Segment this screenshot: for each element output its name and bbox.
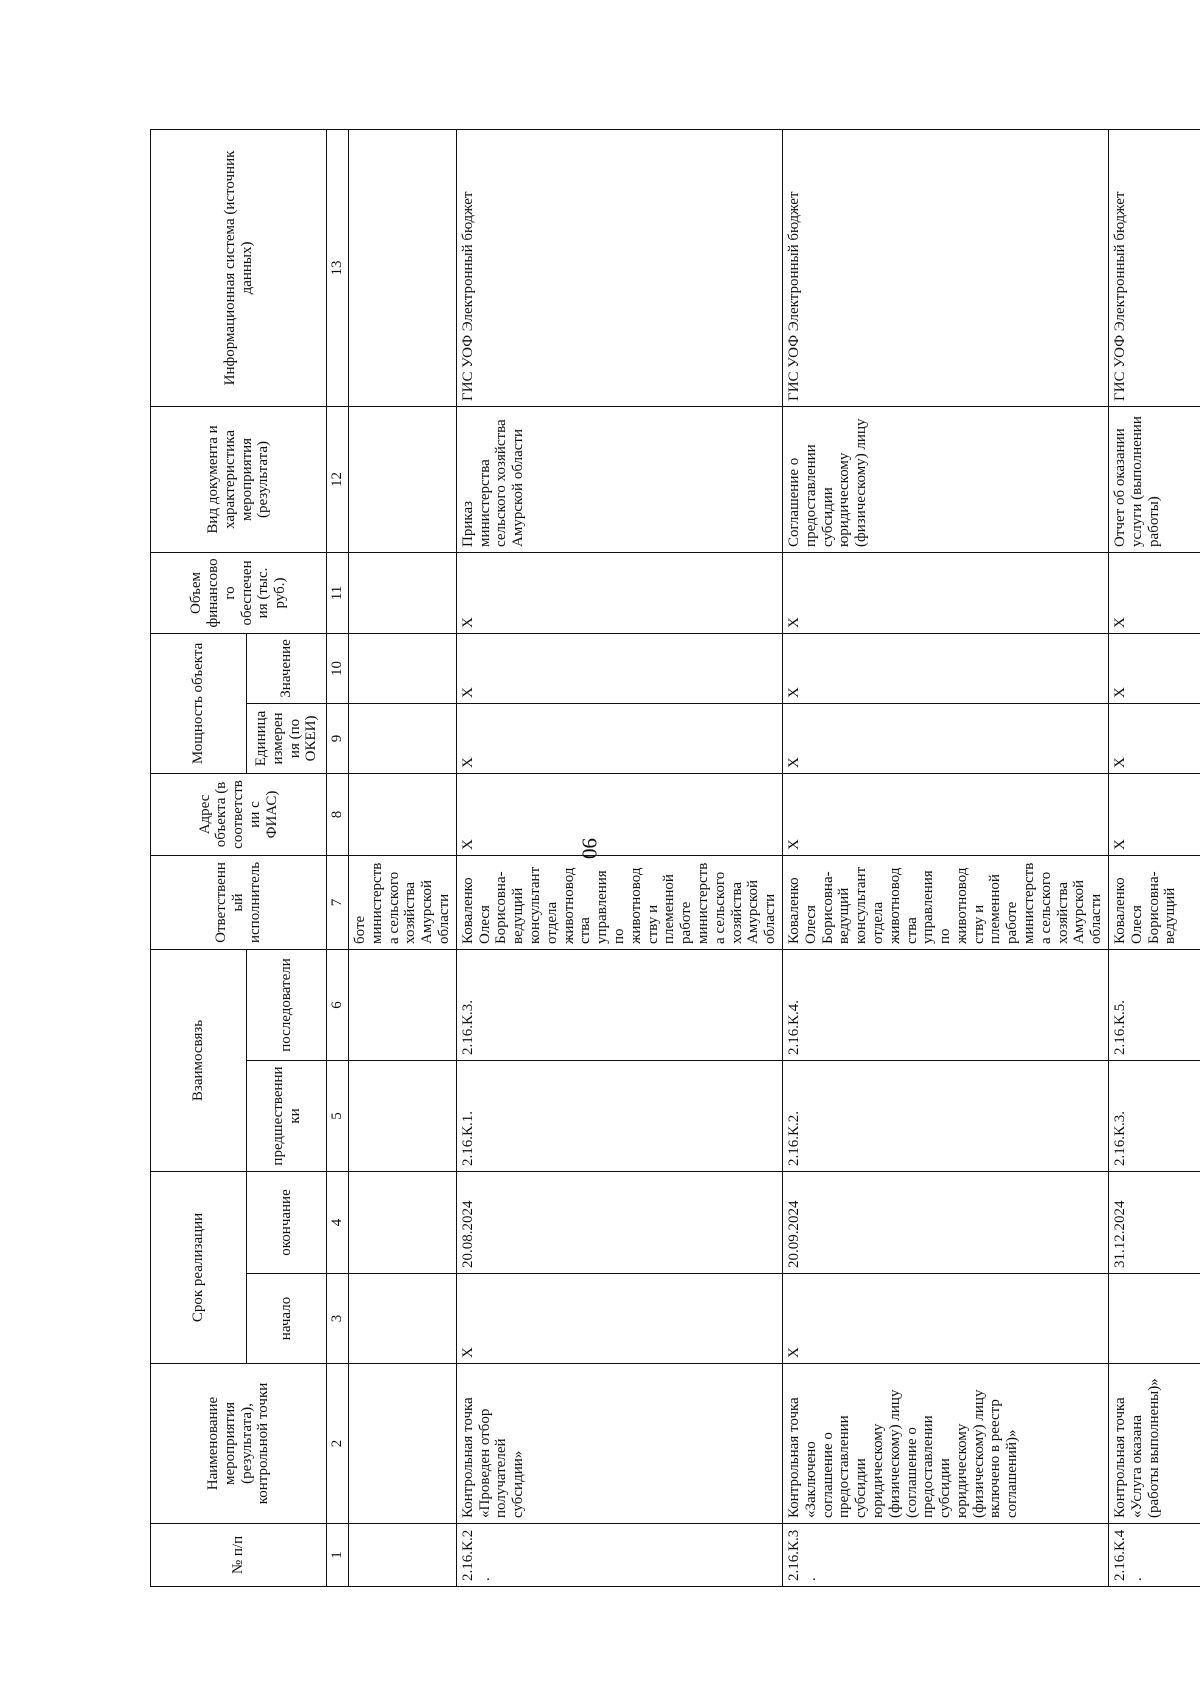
table-row [782,129,1108,1586]
table-cell [349,773,457,855]
header-finance: Объем финансового обеспечения (тыс. руб.) [151,552,327,633]
page-number: 90 [577,838,602,859]
unit-cell: X [1109,703,1200,773]
column-number: 8 [327,773,349,855]
predecessor-cell: 2.16.К.3. [1109,1060,1200,1171]
column-number: 6 [327,949,349,1060]
column-number: 2 [327,1364,349,1524]
value-cell: X [456,633,782,703]
table-cell [349,129,457,406]
column-number: 11 [327,552,349,633]
header-unit: Единица измерения (по ОКЕИ) [247,703,327,773]
info-system-cell: ГИС УОФ Электронный бюджет [782,129,1108,406]
unit-cell: X [782,703,1108,773]
continuation-row [349,129,457,1586]
responsible-cell: Коваленко Олеся Борисовна- ведущий консультант отдела животноводства управления по животноводству и племенной работе министерства сельского хозяйства Амурской области [782,855,1108,949]
plan-table [150,129,1200,1587]
responsible-cell: боте министерства сельского хозяйства Амурской области [349,855,457,949]
header-start: начало [247,1274,327,1364]
info-system-cell: ГИС УОФ Электронный бюджет [456,129,782,406]
table-cell [349,633,457,703]
predecessor-cell: 2.16.К.1. [456,1060,782,1171]
header-period: Срок реализации [151,1171,247,1363]
table-cell [349,1060,457,1171]
column-number: 13 [327,129,349,406]
start-cell: X [782,1274,1108,1364]
successor-cell: 2.16.К.5. [1109,949,1200,1060]
column-number-row [327,129,349,1586]
column-number: 10 [327,633,349,703]
row-number-cell: 2.16.К.4. [1109,1524,1200,1587]
column-number: 9 [327,703,349,773]
rotated-table-container [150,130,1179,1587]
name-cell: Контрольная точка «Заключено соглашение о предоставлении субсидии юридическому (физическому) лицу (соглашение о предоставлении субсидии юридическому (физическому) лицу включено в реестр соглашений)» [782,1364,1108,1524]
name-cell: Контрольная точка «Услуга оказана (работы выполнены)» [1109,1364,1200,1524]
end-cell: 20.09.2024 [782,1171,1108,1273]
document-cell: Соглашение о предоставлении субсидии юридическому (физическому) лицу [782,406,1108,552]
header-value: Значение [247,633,327,703]
column-number: 3 [327,1274,349,1364]
table-row [456,129,782,1586]
table-cell [349,406,457,552]
row-number-cell: 2.16.К.2. [456,1524,782,1587]
header-address: Адрес объекта (в соответствии с ФИАС) [151,773,327,855]
responsible-cell: Коваленко Олеся Борисовна- ведущий консультант отдела животноводства управления по животноводству и племенной работе министерства сельского хозяйства Амурской области [456,855,782,949]
predecessor-cell: 2.16.К.2. [782,1060,1108,1171]
name-cell: Контрольная точка «Проведен отбор получателей субсидии» [456,1364,782,1524]
header-predecessors: предшественники [247,1060,327,1171]
column-number: 4 [327,1171,349,1273]
table-cell [349,1364,457,1524]
unit-cell: X [456,703,782,773]
column-number: 1 [327,1524,349,1587]
value-cell: X [782,633,1108,703]
document-cell: Отчет об оказании услуги (выполнении работы) [1109,406,1200,552]
successor-cell: 2.16.К.3. [456,949,782,1060]
value-cell: X [1109,633,1200,703]
header-end: окончание [247,1171,327,1273]
row-number-cell: 2.16.К.3. [782,1524,1108,1587]
info-system-cell: ГИС УОФ Электронный бюджет [1109,129,1200,406]
header-successors: последователи [247,949,327,1060]
finance-cell: X [782,552,1108,633]
header-responsible: Ответственный исполнитель [151,855,327,949]
end-cell: 20.08.2024 [456,1171,782,1273]
start-cell: X [456,1274,782,1364]
header-name: Наименование мероприятия (результата), контрольной точки [151,1364,327,1524]
table-cell [349,1171,457,1273]
table-cell [349,1274,457,1364]
column-number: 7 [327,855,349,949]
column-number: 5 [327,1060,349,1171]
address-cell: X [456,773,782,855]
header-power: Мощность объекта [151,633,247,773]
table-row [1109,129,1200,1586]
end-cell: 31.12.2024 [1109,1171,1200,1273]
header-no: № п/п [151,1524,327,1587]
successor-cell: 2.16.К.4. [782,949,1108,1060]
header-document: Вид документа и характеристика мероприятия (результата) [151,406,327,552]
table-cell [349,552,457,633]
finance-cell: X [1109,552,1200,633]
header-info-system: Информационная система (источник данных) [151,129,327,406]
responsible-cell: Коваленко Олеся Борисовна- ведущий [1109,855,1200,949]
table-cell [349,949,457,1060]
start-cell [1109,1274,1200,1364]
table-cell [349,703,457,773]
address-cell: X [1109,773,1200,855]
document-cell: Приказ министерства сельского хозяйства Амурской области [456,406,782,552]
header-link: Взаимосвязь [151,949,247,1171]
table-cell [349,1524,457,1587]
address-cell: X [782,773,1108,855]
column-number: 12 [327,406,349,552]
finance-cell: X [456,552,782,633]
